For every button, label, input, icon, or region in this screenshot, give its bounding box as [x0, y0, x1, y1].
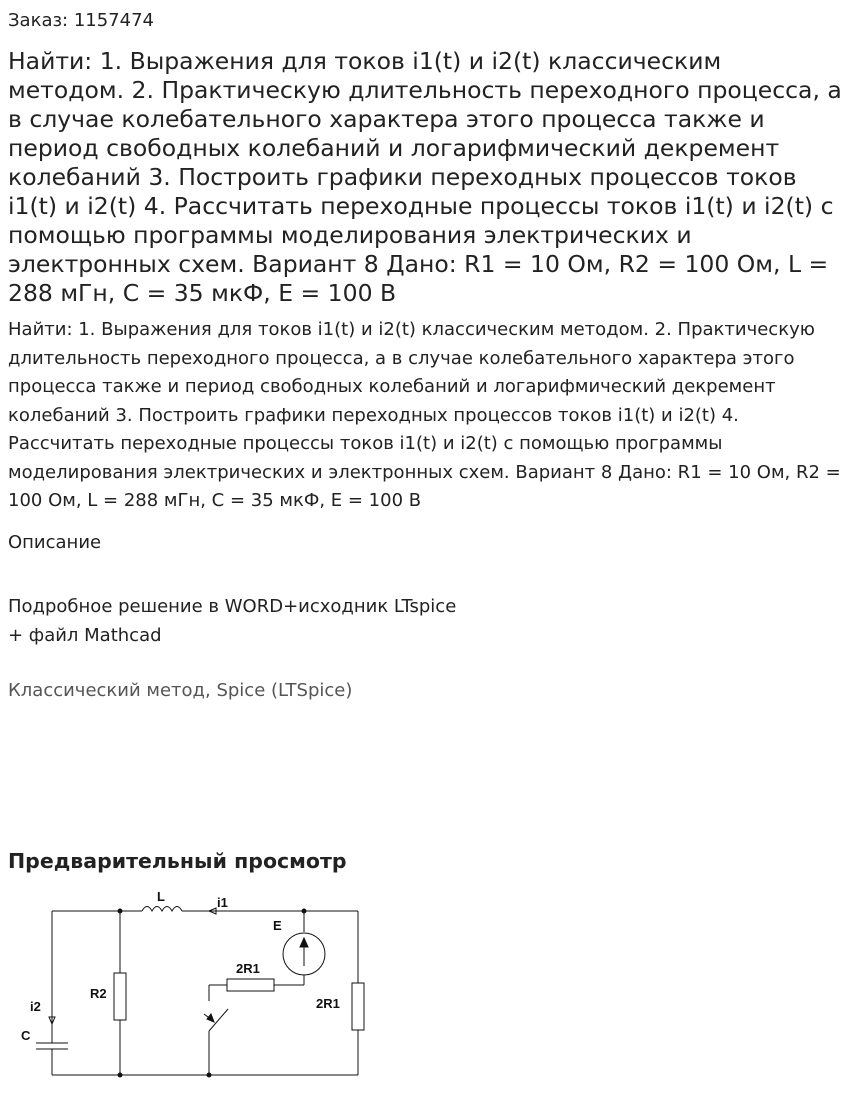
preview-heading: Предварительный просмотр [8, 849, 347, 873]
node-top-source [302, 909, 306, 913]
label-E: E [273, 918, 282, 933]
node-top-r2 [118, 909, 122, 913]
label-R2: R2 [90, 986, 107, 1001]
order-number: Заказ: 1157474 [8, 10, 154, 31]
label-C: C [21, 1028, 31, 1043]
label-L: L [157, 889, 165, 904]
description-label: Описание [8, 532, 102, 553]
resistor-R2 [114, 973, 126, 1020]
description-line: + файл Mathcad [8, 625, 162, 646]
label-i1: i1 [217, 895, 228, 910]
inductor-L [142, 907, 182, 912]
problem-statement: Найти: 1. Выражения для токов i1(t) и i2(t) классическим методом. 2. Практическую длительность переходного процесса, а в случае колебательного характера этого процесса также и период свободных колебаний и логарифмический декремент колебаний 3. Построить графики переходных процессов токов i1(t) и i2(t) 4. Рассчитать переходные процессы токов i1(t) и i2(t) с помощью программы моделирования электрических и электронных схем. Вариант 8 Дано: R1 = 10 Ом, R2 = 100 Ом, L = 288 мГн, С = 35 мкФ, Е = 100 В [8, 319, 841, 511]
resistor-2R1-right [352, 983, 364, 1030]
page-title: Найти: 1. Выражения для токов i1(t) и i2(t) классическим методом. 2. Практическую длительность переходного процесса, а в случае колебательного характера этого процесса также и период свободных колебаний и логарифмический декремент колебаний 3. Построить графики переходных процессов токов i1(t) и i2(t) 4. Рассчитать переходные процессы токов i1(t) и i2(t) с помощью программы моделирования электрических и электронных схем. Вариант 8 Дано: R1 = 10 Ом, R2 = 100 Ом, L = 288 мГн, С = 35 мкФ, Е = 100 В [8, 47, 842, 307]
switch-arrow-head [207, 1014, 214, 1022]
node-bottom-r2 [118, 1073, 122, 1077]
resistor-2R1-series [227, 979, 274, 991]
label-2R1-series: 2R1 [236, 961, 260, 976]
node-bottom-switch [207, 1073, 211, 1077]
label-2R1-right: 2R1 [316, 996, 340, 1011]
source-arrow-head [300, 938, 308, 947]
circuit-diagram [0, 880, 400, 1096]
description [8, 592, 528, 650]
label-i2: i2 [30, 999, 41, 1014]
tags[interactable]: Классический метод, Spice (LTSpice) [8, 680, 353, 701]
description-line: Подробное решение в WORD+исходник LTspice [8, 596, 457, 617]
